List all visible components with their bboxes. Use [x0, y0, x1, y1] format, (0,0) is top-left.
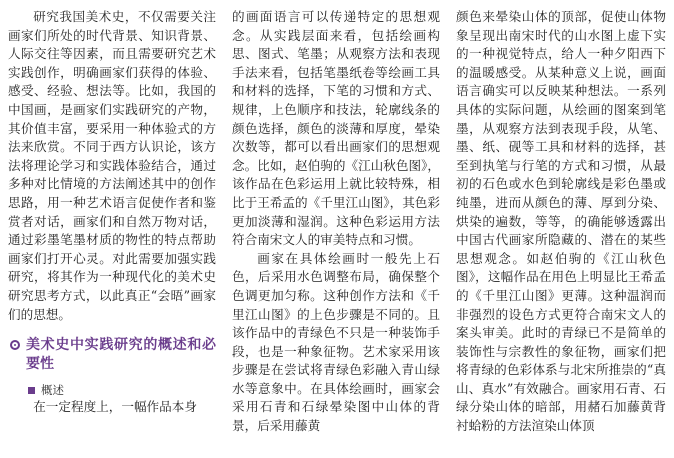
- section-heading-text: 美术史中实践研究的概述和必要性: [26, 337, 216, 373]
- continued-paragraph-2: 颜色来晕染山体的顶部，促使山体物象呈现出南宋时代的山水图上虚下实的一种视觉特点，给人一种夕阳西下的温暖感受。从某种意义上说，画面语言确实可以反映某种想法。一系列具体的实际问题，从绘画的图案到笔墨，从观察方法到表现手段，从笔、墨、纸、砚等工具和材料的选择，甚至到执笔与行笔的方式和习惯，从最初的石色或水色到轮廓线是彩色墨或纯墨，进而从颜色的薄、厚到分染、烘染的遍数，等等，的确能够透露出中国古代画家所隐藏的、潜在的某些思想观念。如赵伯驹的《江山秋色图》，这幅作品在用色上明显比王希孟的《千里江山图》更薄。这种温润而非强烈的设色方式更符合南宋文人的案头审美。此时的青绿已不是简单的装饰性与宗教性的象征物，画家们把将青绿的色彩体系与北宋所推崇的“真山、真水”有效融合。画家用石青、石绿分染山体的暗部，用赭石加藤黄背衬蛤粉的方法渲染山体顶: [456, 9, 666, 434]
- text-column-2: [232, 8, 440, 436]
- overview-paragraph-start: 在一定程度上，一幅作品本身: [33, 399, 197, 415]
- painting-process-paragraph: 画家在具体绘画时一般先上石色，后采用水色调整布局，确保整个色调更加匀称。这种创作方法和《千里江山图》的上色步骤是不同的。且该作品中的青绿色不只是一种装饰手段，也是一种象征物。艺术家采用该步骤是在尝试将青绿色彩融入青山绿水等意象中。在具体绘画时，画家会采用石青和石绿晕染图中山体的背景，后采用藤黄: [232, 250, 440, 434]
- target-bullet-icon: [10, 340, 20, 350]
- subsection-heading-text: 概述: [41, 383, 64, 398]
- subsection-heading: [8, 382, 216, 398]
- text-column-1: [8, 8, 216, 417]
- section-heading: [8, 336, 216, 374]
- square-bullet-icon: [28, 387, 35, 394]
- intro-paragraph: 研究我国美术史，不仅需要关注画家们所处的时代背景、知识背景、人际交往等因素，而且需要研究艺术实践创作，明确画家们获得的体验、感受、经验、想法等。比如，我国的中国画，是画家们实践研究的产物，其价值丰富，要采用一种体验式的方法来欣赏。不同于西方认识论，该方法将理论学习和实践体验结合，通过多种对比情境的方法阐述其中的创作思路，用一种艺术语言促使作者和鉴赏者对话，画家们和自然万物对话，通过彩墨笔墨材质的物性的特点帮助画家们打开心灵。对此需要加强实践研究，将其作为一种现代化的美术史研究思考方式，以此真正“会晤”画家们的思想。: [8, 9, 216, 322]
- continued-paragraph: 的画面语言可以传递特定的思想观念。从实践层面来看，包括绘画构思、图式、笔墨；从观察方法和表现手法来看，包括笔墨纸卷等绘画工具和材料的选择，下笔的习惯和方式、规律，上色顺序和技法，轮廓线条的颜色选择，颜色的淡薄和厚度，晕染次数等，都可以看出画家们的思想观念。比如，赵伯驹的《江山秋色图》，该作品在色彩运用上就比较特殊，相比于王希孟的《千里江山图》，其色彩更加淡薄和湿润。这种色彩运用方法符合南宋文人的审美特点和习惯。: [232, 9, 440, 248]
- text-column-3: [456, 8, 666, 436]
